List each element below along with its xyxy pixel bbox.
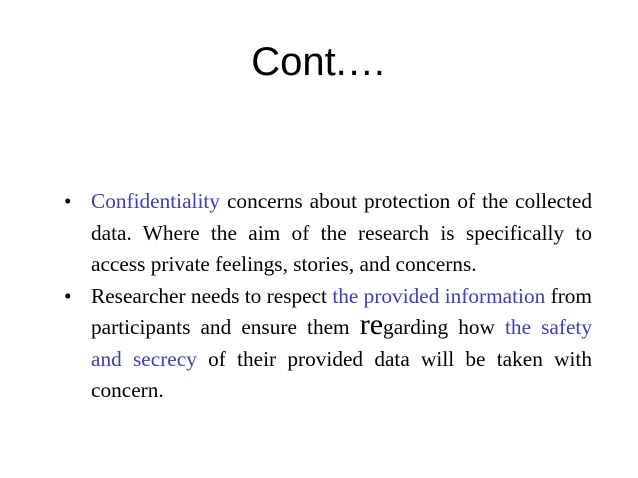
bullet-marker: • <box>64 283 72 308</box>
highlight-safety-secrecy: the safety and secrecy <box>91 315 592 371</box>
bullet-text-part2: from participants and ensure them <box>91 283 593 339</box>
highlight-provided-information: the provided information <box>332 283 546 308</box>
term-confidentiality: Confidentiality <box>91 189 220 213</box>
bullet-confidentiality <box>62 186 592 281</box>
bullet-text: concerns about protection of the collected data. Where the aim of the research is specifically to access private feelings, stories, and concerns. <box>91 189 592 276</box>
bullet-marker: • <box>64 189 72 213</box>
enlarged-text: re <box>359 308 384 341</box>
bullet-list <box>62 186 592 407</box>
slide-title: Cont.… <box>251 40 387 84</box>
bullet-text-part4: of their provided data will be taken with concern. <box>91 346 592 402</box>
bullet-researcher <box>62 281 592 407</box>
bullet-text-part3: garding how <box>383 315 506 339</box>
bullet-text-part1: Researcher needs to respect <box>91 283 333 308</box>
